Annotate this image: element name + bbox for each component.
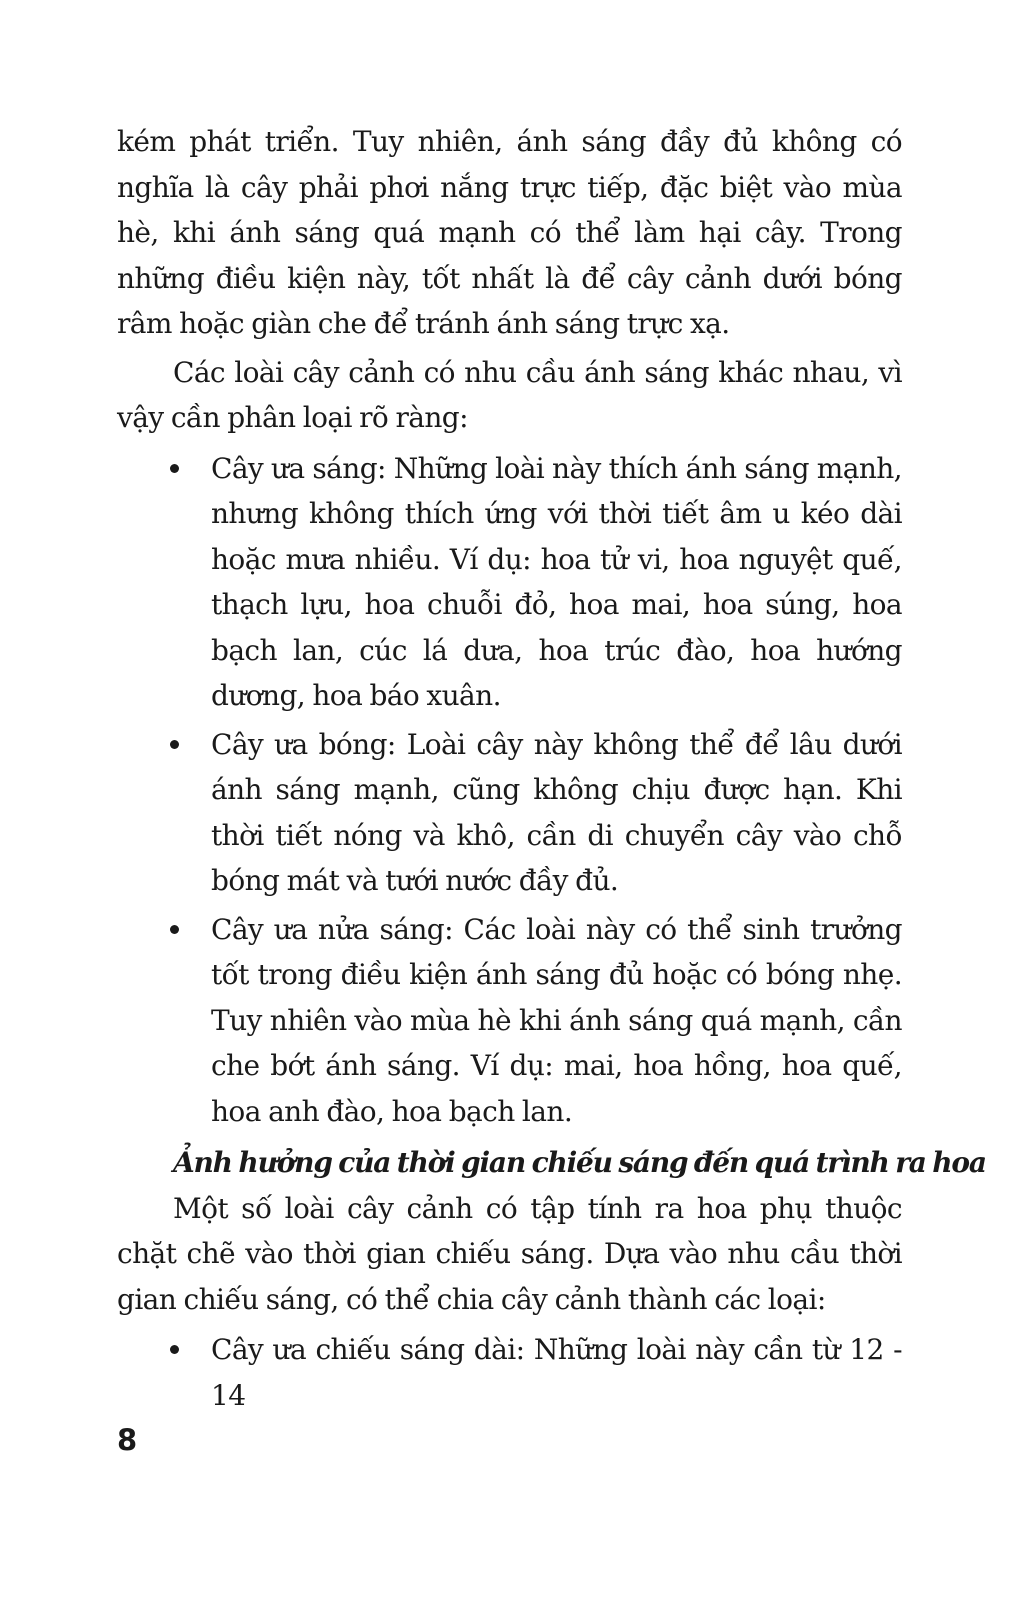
photoperiod-types-list bbox=[117, 1327, 902, 1418]
list-item-text: Cây ưa sáng: Những loài này thích ánh sáng mạnh, nhưng không thích ứng với thời tiết âm u kéo dài hoặc mưa nhiều. Ví dụ: hoa tử vi, hoa nguyệt quế, thạch lựu, hoa chuỗi đỏ, hoa mai, hoa súng, hoa bạch lan, cúc lá dưa, hoa trúc đào, hoa hướng dương, hoa báo xuân. bbox=[211, 451, 902, 712]
list-item bbox=[117, 446, 902, 719]
list-item-text: Cây ưa bóng: Loài cây này không thể để lâu dưới ánh sáng mạnh, cũng không chịu được hạn. Khi thời tiết nóng và khô, cần di chuyển cây vào chỗ bóng mát và tưới nước đầy đủ. bbox=[211, 727, 902, 897]
photoperiod-paragraph: Một số loài cây cảnh có tập tính ra hoa phụ thuộc chặt chẽ vào thời gian chiếu sáng. Dựa vào nhu cầu thời gian chiếu sáng, có thể chia cây cảnh thành các loại: bbox=[117, 1191, 902, 1316]
list-item bbox=[117, 722, 902, 904]
page-body bbox=[117, 119, 986, 1421]
list-item-text: Cây ưa chiếu sáng dài: Những loài này cần từ 12 - 14 bbox=[211, 1333, 902, 1412]
intro-paragraph: kém phát triển. Tuy nhiên, ánh sáng đầy đủ không có nghĩa là cây phải phơi nắng trực tiếp, đặc biệt vào mùa hè, khi ánh sáng quá mạnh có thể làm hại cây. Trong những điều kiện này, tốt nhất là để cây cảnh dưới bóng râm hoặc giàn che để tránh ánh sáng trực xạ. bbox=[117, 125, 902, 340]
list-item bbox=[117, 907, 902, 1135]
list-item-text: Cây ưa nửa sáng: Các loài này có thể sinh trưởng tốt trong điều kiện ánh sáng đủ hoặc có bóng nhẹ. Tuy nhiên vào mùa hè khi ánh sáng quá mạnh, cần che bớt ánh sáng. Ví dụ: mai, hoa hồng, hoa quế, hoa anh đào, hoa bạch lan. bbox=[211, 912, 902, 1128]
page-number: 8 bbox=[117, 1423, 138, 1457]
bullet-icon bbox=[170, 925, 179, 934]
light-types-list bbox=[117, 446, 902, 1135]
section-heading: Ảnh hưởng của thời gian chiếu sáng đến quá trình ra hoa bbox=[173, 1146, 986, 1179]
classification-paragraph: Các loài cây cảnh có nhu cầu ánh sáng khác nhau, vì vậy cần phân loại rõ ràng: bbox=[117, 355, 902, 434]
list-item bbox=[117, 1327, 902, 1418]
bullet-icon bbox=[170, 740, 179, 749]
bullet-icon bbox=[170, 464, 179, 473]
bullet-icon bbox=[170, 1345, 179, 1354]
